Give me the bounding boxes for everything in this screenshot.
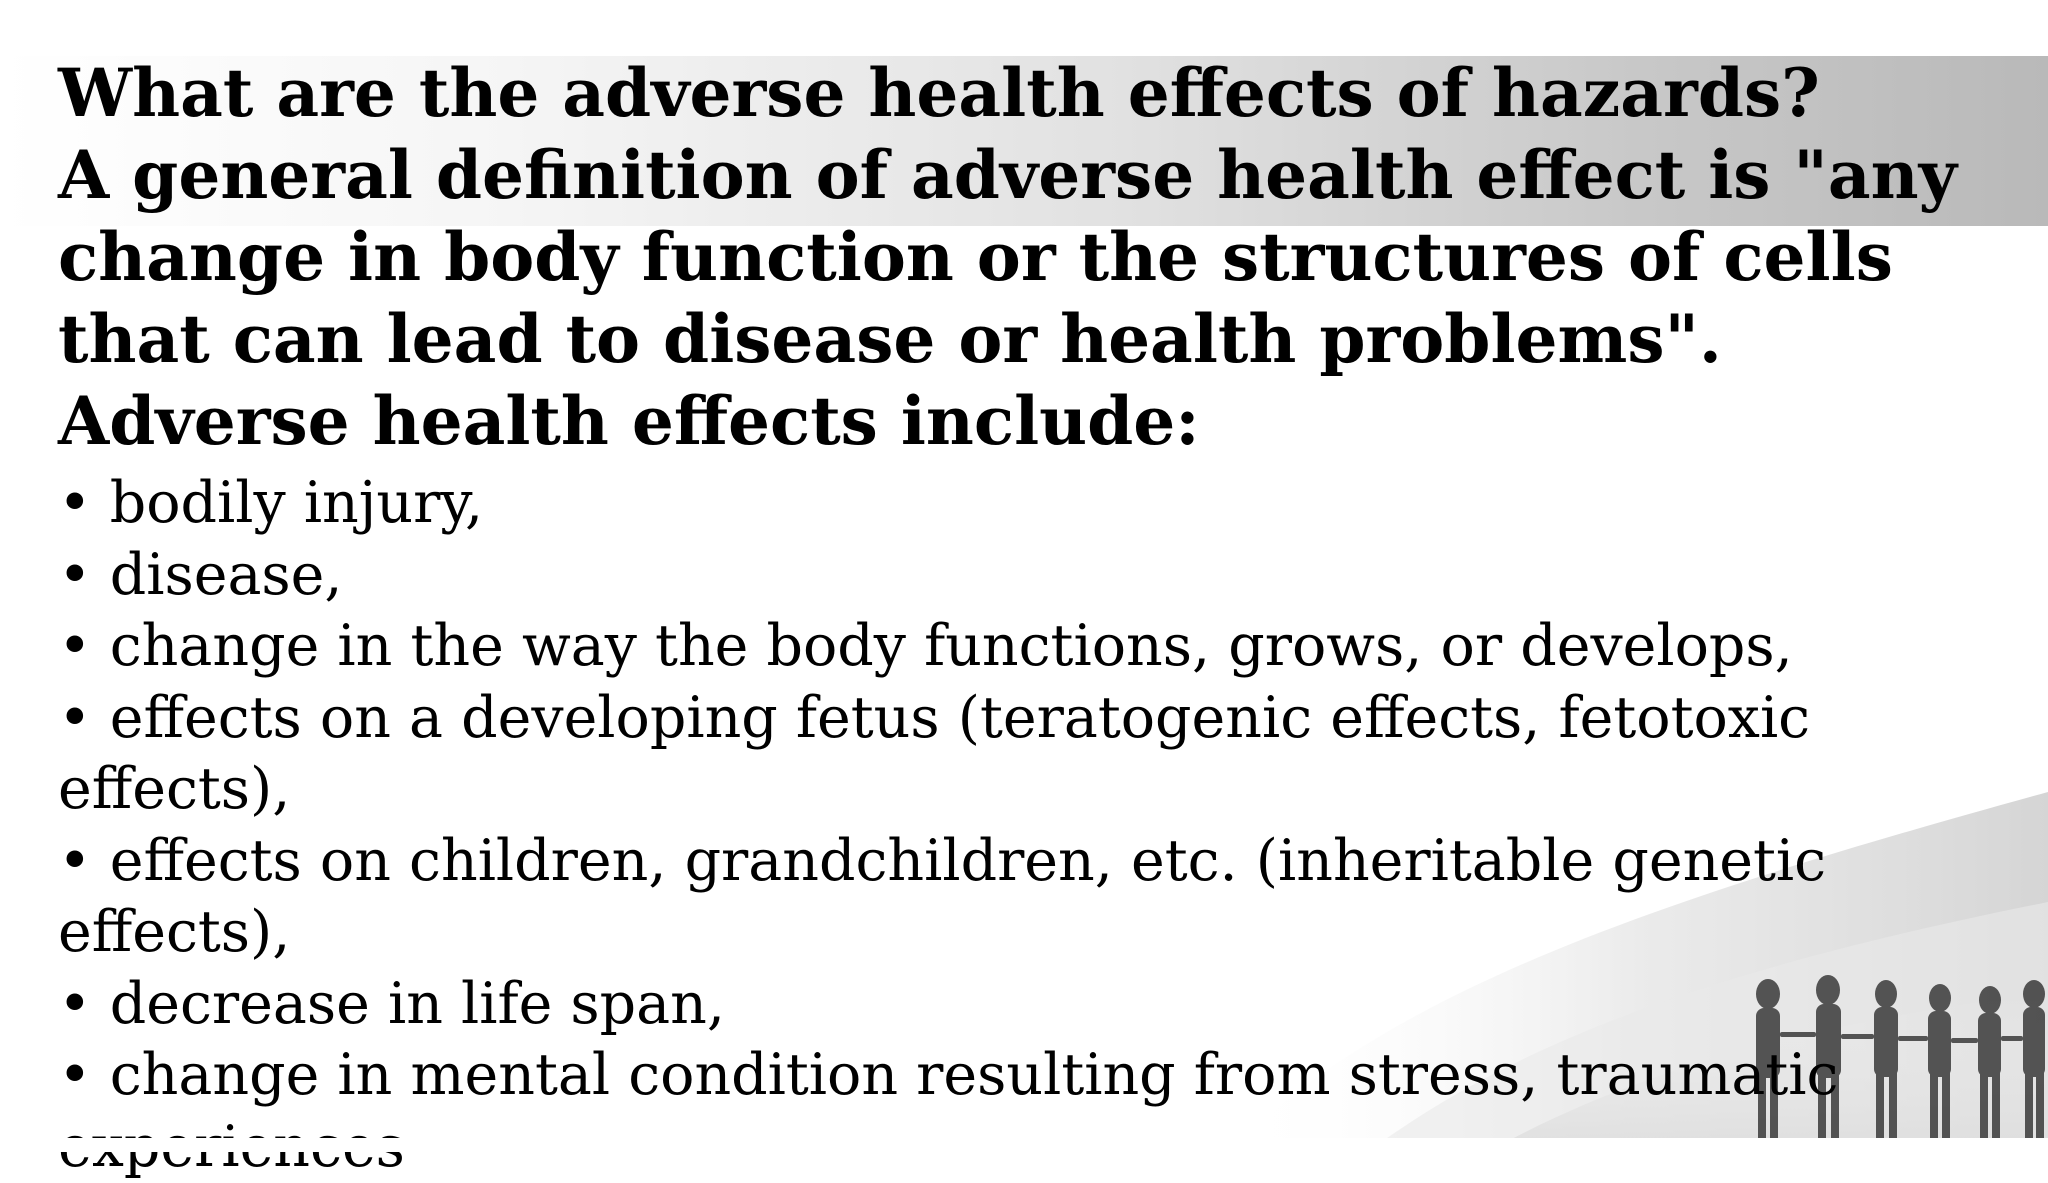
slide-title: What are the adverse health effects of hazards?: [58, 54, 1820, 132]
list-item: [58, 683, 2038, 826]
list-item: [58, 468, 2038, 540]
definition-line-1: A general definition of adverse health effect is "any: [58, 136, 1957, 214]
bullet-icon: •: [58, 613, 92, 679]
list-heading: Adverse health effects include:: [58, 382, 1200, 460]
list-item-text: decrease in life span,: [109, 970, 725, 1037]
list-item-text: change in the way the body functions, grows, or develops,: [109, 613, 1793, 679]
bullet-icon: •: [58, 684, 92, 751]
list-item-text: effects on children, grandchildren, etc. (inheritable genetic effects),: [58, 827, 1827, 965]
list-item-text: change in mental condition resulting from stress, traumatic: [109, 1042, 1839, 1108]
definition-line-3: that can lead to disease or health problems".: [58, 300, 1722, 378]
slide-content: [58, 52, 2038, 1138]
list-item-text: effects on a developing fetus (teratogenic effects, fetotoxic effects),: [58, 684, 1811, 822]
bullet-icon: •: [58, 1042, 92, 1108]
bullet-icon: •: [58, 827, 92, 894]
effects-list: [58, 468, 2038, 1183]
list-item: [58, 826, 2038, 969]
bottom-edge: [0, 1138, 2048, 1152]
definition-line-2: change in body function or the structures of cells: [58, 218, 1893, 296]
list-item: [58, 611, 2038, 683]
list-item: [58, 969, 2038, 1041]
list-item-text: bodily injury,: [109, 470, 484, 536]
bullet-icon: •: [58, 541, 92, 608]
bullet-icon: •: [58, 470, 92, 536]
list-item-text: disease,: [109, 541, 343, 608]
bullet-icon: •: [58, 970, 92, 1037]
list-item: [58, 1040, 2038, 1183]
list-item: [58, 540, 2038, 612]
